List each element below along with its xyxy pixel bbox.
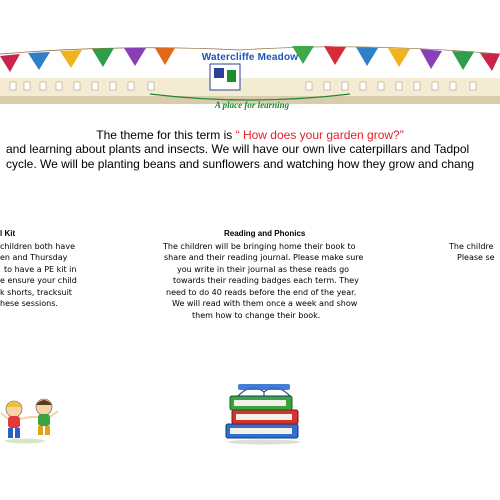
- pe-kit-title: l Kit: [0, 229, 16, 238]
- reading-line: We will read with them once a week and show: [172, 299, 358, 308]
- theme-title: “ How does your garden grow?”: [235, 128, 404, 142]
- pe-kit-line: to have a PE kit in: [4, 265, 77, 274]
- right-line: The childre: [449, 242, 494, 251]
- right-section: [440, 229, 500, 289]
- theme-intro-line: cycle. We will be planting beans and sunflowers and watching how they grow and chang: [6, 157, 475, 171]
- reading-title: Reading and Phonics: [224, 229, 306, 238]
- reading-line: share and their reading journal. Please make sure: [164, 253, 364, 262]
- reading-phonics-section: [150, 229, 364, 349]
- right-line: Please se: [457, 253, 495, 262]
- pe-kit-line: children both have: [0, 242, 75, 251]
- reading-line: need to do 40 reads before the end of the year.: [166, 288, 357, 297]
- reading-line: The children will be bringing home their book to: [163, 242, 356, 251]
- pe-kit-section: [0, 229, 120, 329]
- school-name: Watercliffe Meadow: [201, 52, 299, 63]
- pe-kit-line: e ensure your child: [0, 276, 77, 285]
- pe-kit-line: k shorts, tracksuit: [0, 288, 72, 297]
- children-playing-illustration: [0, 395, 75, 445]
- pe-kit-line: hese sessions.: [0, 299, 58, 308]
- reading-line: you write in their journal as these reads go: [177, 265, 350, 274]
- reading-line: them how to change their book.: [192, 311, 321, 320]
- theme-heading: [0, 128, 500, 142]
- reading-line: towards their reading badges each term. They: [173, 276, 359, 285]
- theme-prefix: The theme for this term is: [96, 128, 236, 142]
- pe-kit-line: en and Thursday: [0, 253, 68, 262]
- book-stack-illustration: [222, 380, 306, 446]
- school-tagline: A place for learning: [214, 100, 290, 110]
- theme-intro-line: and learning about plants and insects. We will have our own live caterpillars and Tadpol: [6, 142, 470, 156]
